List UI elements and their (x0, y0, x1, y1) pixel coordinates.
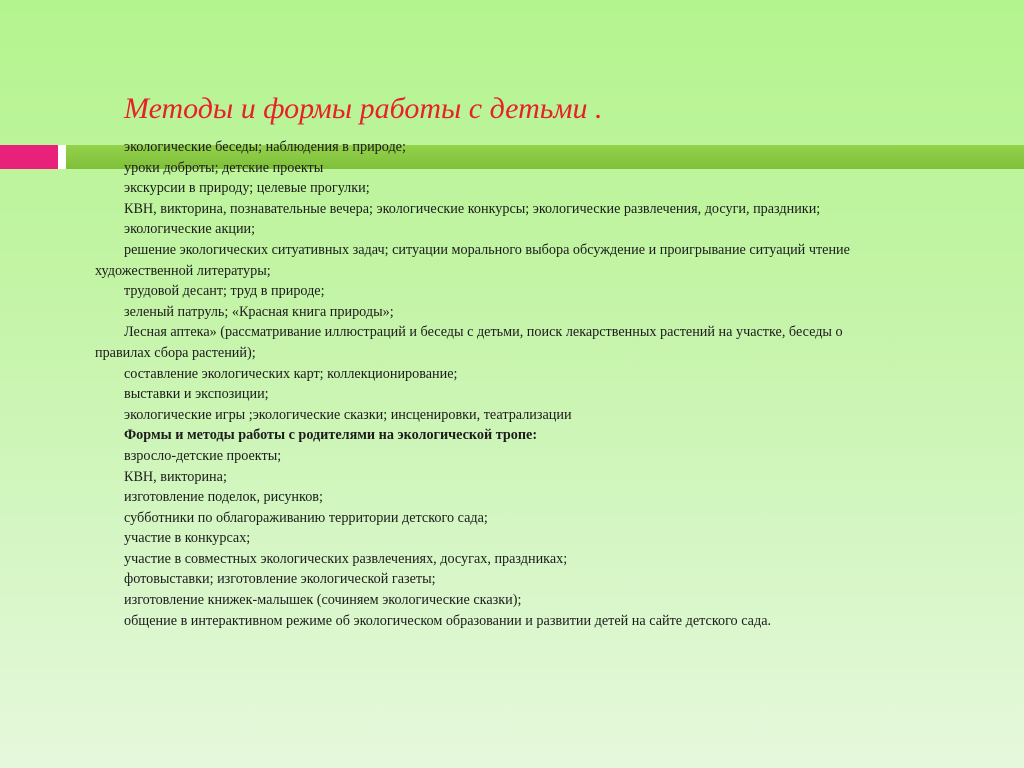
body-paragraph: трудовой десант; труд в природе; (124, 283, 325, 300)
body-paragraph: взросло-детские проекты; (124, 447, 282, 464)
body-paragraph: фотовыставки; изготовление экологической газеты; (124, 571, 436, 588)
body-paragraph: экологические игры ;экологические сказки; инсценировки, театрализации (124, 406, 572, 423)
body-paragraph: КВН, викторина; (124, 468, 227, 485)
body-paragraph: экскурсии в природу; целевые прогулки; (124, 180, 370, 197)
body-paragraph: выставки и экспозиции; (124, 386, 269, 403)
body-paragraph: участие в конкурсах; (124, 530, 251, 547)
body-paragraph: изготовление поделок, рисунков; (124, 489, 323, 506)
slide-title: Методы и формы работы с детьми . (124, 92, 603, 125)
body-paragraph: составление экологических карт; коллекционирование; (124, 365, 458, 382)
pink-accent-bar (0, 145, 58, 169)
body-paragraph: решение экологических ситуативных задач; ситуации морального выбора обсуждение и проигрывание ситуаций чтение художественной литературы; (95, 241, 850, 279)
accent-bar-gap (58, 145, 66, 169)
section-heading: Формы и методы работы с родителями на экологической тропе: (124, 427, 538, 444)
body-paragraph: общение в интерактивном режиме об экологическом образовании и развитии детей на сайте детского сада. (124, 612, 772, 629)
body-paragraph: субботники по облагораживанию территории детского сада; (124, 509, 488, 526)
body-paragraph: экологические акции; (124, 221, 256, 238)
body-paragraph: уроки доброты; детские проекты (124, 159, 324, 176)
body-paragraph: Лесная аптека» (рассматривание иллюстраций и беседы с детьми, поиск лекарственных растений на участке, беседы о правилах сбора растений); (95, 324, 843, 361)
slide-body (95, 137, 865, 631)
body-paragraph: КВН, викторина, познавательные вечера; экологические конкурсы; экологические развлечения, досуги, праздники; (124, 200, 821, 217)
body-paragraph: зеленый патруль; «Красная книга природы»; (124, 303, 394, 320)
body-paragraph: изготовление книжек-малышек (сочиняем экологические сказки); (124, 592, 522, 609)
body-paragraph: участие в совместных экологических развлечениях, досугах, праздниках; (124, 550, 568, 567)
body-paragraph: экологические беседы; наблюдения в природе; (124, 139, 406, 155)
